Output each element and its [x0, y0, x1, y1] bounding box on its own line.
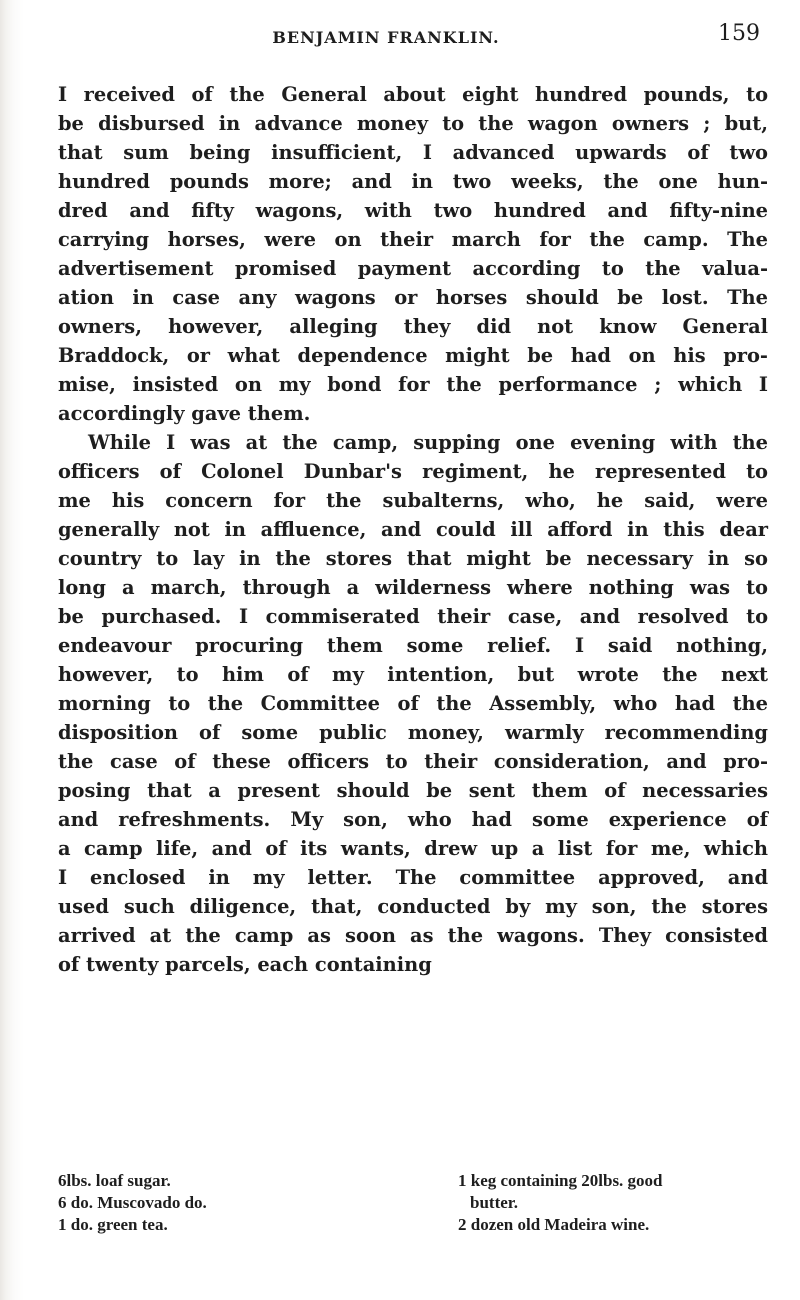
text-line: carrying horses, were on their march for the camp. The: [58, 228, 768, 251]
text-line: mise, insisted on my bond for the performance ; which I: [58, 373, 768, 396]
text-line: hundred pounds more; and in two weeks, the one hun-: [58, 170, 768, 193]
list-item: 6lbs. loaf sugar.: [58, 1171, 171, 1190]
text-line: and refreshments. My son, who had some experience of: [58, 808, 768, 831]
text-line: officers of Colonel Dunbar's regiment, he represented to: [58, 460, 768, 483]
list-item: 2 dozen old Madeira wine.: [458, 1215, 650, 1234]
text-line: owners, however, alleging they did not know General: [58, 315, 768, 338]
text-line: that sum being insufficient, I advanced upwards of two: [58, 141, 768, 164]
text-line: endeavour procuring them some relief. I said nothing,: [58, 634, 768, 657]
text-line: me his concern for the subalterns, who, he said, were: [58, 489, 768, 512]
text-line: country to lay in the stores that might be necessary in so: [58, 547, 768, 570]
list-item: 1 do. green tea.: [58, 1215, 168, 1234]
text-line: generally not in affluence, and could ill afford in this dear: [58, 518, 768, 541]
text-line: disposition of some public money, warmly recommending: [58, 721, 768, 744]
text-line: a camp life, and of its wants, drew up a list for me, which: [58, 837, 768, 860]
text-line: advertisement promised payment according to the valua-: [58, 257, 768, 280]
text-line: While I was at the camp, supping one evening with the: [88, 431, 768, 454]
running-title: BENJAMIN FRANKLIN.: [272, 28, 500, 47]
text-line: posing that a present should be sent them of necessaries: [58, 779, 768, 802]
text-line: the case of these officers to their consideration, and pro-: [58, 750, 768, 773]
text-line: long a march, through a wilderness where nothing was to: [58, 576, 768, 599]
provisions-list-right-column: [458, 1170, 778, 1236]
text-line: morning to the Committee of the Assembly, who had the: [58, 692, 768, 715]
text-line: accordingly gave them.: [58, 402, 311, 425]
text-line: Braddock, or what dependence might be had on his pro-: [58, 344, 768, 367]
text-line: ation in case any wagons or horses should be lost. The: [58, 286, 768, 309]
text-line: arrived at the camp as soon as the wagons. They consisted: [58, 924, 768, 947]
text-line: of twenty parcels, each containing: [58, 953, 432, 976]
text-line: I received of the General about eight hundred pounds, to: [58, 83, 768, 106]
text-line: dred and fifty wagons, with two hundred and fifty-nine: [58, 199, 768, 222]
list-item-continuation: butter.: [470, 1193, 519, 1212]
text-line: be purchased. I commiserated their case, and resolved to: [58, 605, 768, 628]
list-item: 1 keg containing 20lbs. good: [458, 1171, 663, 1190]
body-text: [58, 80, 768, 979]
text-line: I enclosed in my letter. The committee approved, and: [58, 866, 768, 889]
text-line: be disbursed in advance money to the wagon owners ; but,: [58, 112, 768, 135]
list-item: 6 do. Muscovado do.: [58, 1193, 207, 1212]
provisions-list-left-column: [58, 1170, 398, 1236]
page-number: 159: [718, 21, 760, 46]
text-line: however, to him of my intention, but wrote the next: [58, 663, 768, 686]
text-line: used such diligence, that, conducted by my son, the stores: [58, 895, 768, 918]
